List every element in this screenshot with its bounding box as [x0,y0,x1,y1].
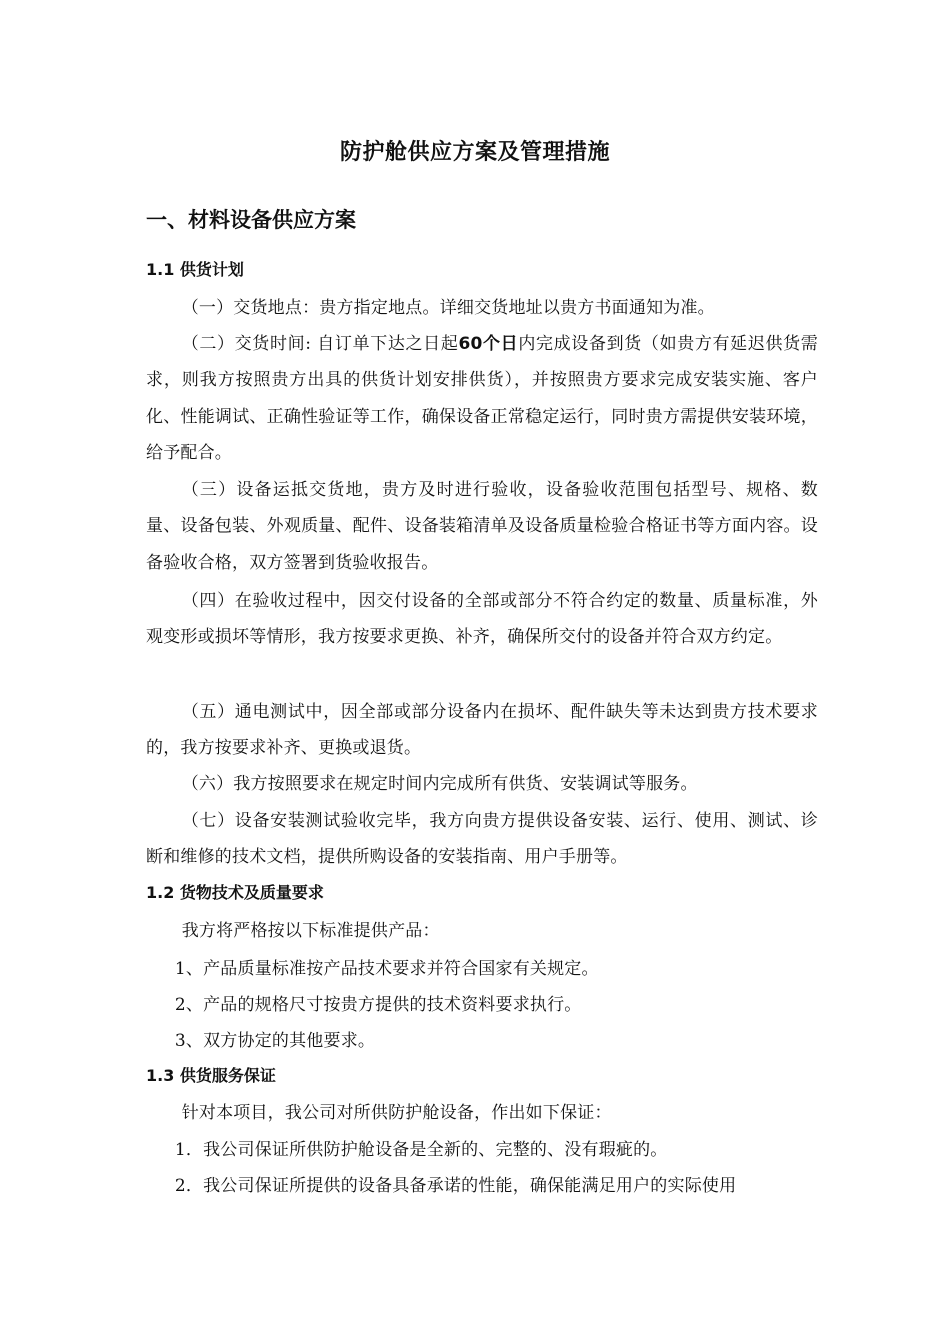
paragraph-text: 内完成设备到货（如贵方有延迟供货需求，则我方按照贵方出具的供货计划安排供货），并按照贵方要求完成安装实施、客户化、性能调试、正确性验证等工作，确保设备正常稳定运行，同时贵方需提供安装环境，给予配合。 [146,334,818,463]
list-item: 1．我公司保证所供防护舱设备是全新的、完整的、没有瑕疵的。 [174,1140,668,1160]
paragraph: 我方将严格按以下标准提供产品： [181,921,440,941]
paragraph-text: （二）交货时间: 自订单下达之日起 [181,334,459,354]
list-item: 3、双方协定的其他要求。 [174,1031,376,1051]
subsection-heading: 1.3 供货服务保证 [146,1066,276,1085]
section-heading: 一、材料设备供应方案 [146,208,356,232]
list-item: 2．我公司保证所提供的设备具备承诺的性能，确保能满足用户的实际使用 [174,1176,737,1196]
document-title: 防护舱供应方案及管理措施 [339,140,610,165]
paragraph: （四）在验收过程中，因交付设备的全部或部分不符合约定的数量、质量标准，外观变形或损坏等情形，我方按要求更换、补齐，确保所交付的设备并符合双方约定。 [146,591,818,648]
paragraph: （七）设备安装测试验收完毕，我方向贵方提供设备安装、运行、使用、测试、诊断和维修的技术文档，提供所购设备的安装指南、用户手册等。 [146,811,818,868]
paragraph: （六）我方按照要求在规定时间内完成所有供货、安装调试等服务。 [181,774,698,794]
paragraph: （一）交货地点：贵方指定地点。详细交货地址以贵方书面通知为准。 [181,298,715,318]
subsection-heading: 1.2 货物技术及质量要求 [146,883,324,902]
list-item: 2、产品的规格尺寸按贵方提供的技术资料要求执行。 [174,995,582,1015]
list-item: 1、产品质量标准按产品技术要求并符合国家有关规定。 [174,959,599,979]
paragraph: 针对本项目，我公司对所供防护舱设备，作出如下保证： [181,1103,612,1123]
paragraph: （五）通电测试中，因全部或部分设备内在损坏、配件缺失等未达到贵方技术要求的，我方按要求补齐、更换或退货。 [146,702,818,759]
paragraph [146,326,818,471]
subsection-heading: 1.1 供货计划 [146,260,244,279]
highlighted-duration: 60个日 [458,334,519,354]
paragraph: （三）设备运抵交货地，贵方及时进行验收，设备验收范围包括型号、规格、数量、设备包装、外观质量、配件、设备装箱清单及设备质量检验合格证书等方面内容。设备验收合格，双方签署到货验收报告。 [146,480,818,573]
